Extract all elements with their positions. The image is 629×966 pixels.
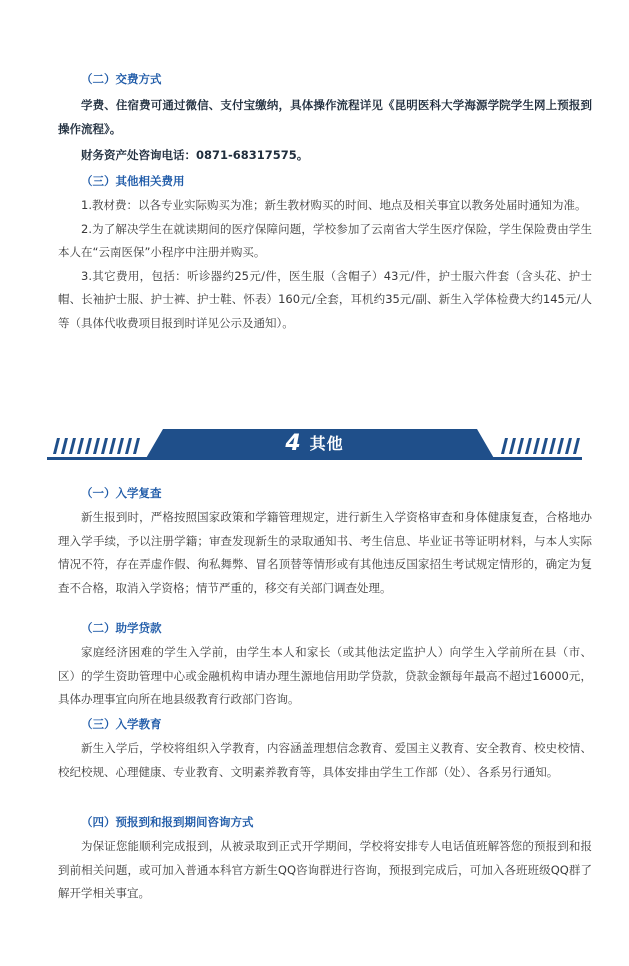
loan-section bbox=[58, 619, 592, 637]
payment-section bbox=[58, 70, 592, 88]
consult-heading: （四）预报到和报到期间咨询方式 bbox=[81, 815, 254, 829]
fee-item: 3.其它费用，包括：听诊器约25元/件，医生服（含帽子）43元/件，护士服六件套（含头花、护士帽、长袖护士服、护士裤、护士鞋、怀表）160元/全套，耳机约35元/副、新生入学体检费大约145元/人等（具体代收费项目报到时详见公示及通知）。 bbox=[58, 268, 592, 330]
consult-text: 为保证您能顺利完成报到，从被录取到正式开学期间，学校将安排专人电话值班解答您的预报到和报到前相关问题，或可加入普通本科官方新生QQ咨询群进行咨询，预报到完成后，可加入各班班级QQ群了解开学相关事宜。 bbox=[58, 839, 592, 900]
education-section bbox=[58, 715, 592, 733]
loan-body bbox=[58, 641, 592, 712]
banner-title bbox=[47, 427, 582, 461]
fee-item: 1.教材费：以各专业实际购买为准；新生教材购买的时间、地点及相关事宜以教务处届时通知为准。 bbox=[81, 198, 587, 212]
other-fees-heading: （三）其他相关费用 bbox=[81, 174, 185, 188]
payment-heading: （二）交费方式 bbox=[81, 72, 162, 86]
consult-section bbox=[58, 813, 592, 831]
payment-body bbox=[58, 94, 592, 168]
other-fees-section bbox=[58, 172, 592, 190]
education-text: 新生入学后，学校将组织入学教育，内容涵盖理想信念教育、爱国主义教育、安全教育、校史校情、校纪校规、心理健康、专业教育、文明素养教育等，具体安排由学生工作部（处）、各系另行通知。 bbox=[58, 741, 592, 779]
education-heading: （三）入学教育 bbox=[81, 717, 162, 731]
section-title: 其他 bbox=[309, 434, 344, 453]
section-banner bbox=[47, 427, 582, 461]
loan-heading: （二）助学贷款 bbox=[81, 621, 162, 635]
review-section bbox=[58, 484, 592, 502]
finance-phone: 财务资产处咨询电话：0871-68317575。 bbox=[81, 148, 309, 162]
review-text: 新生报到时，严格按照国家政策和学籍管理规定，进行新生入学资格审查和身体健康复查，合格地办理入学手续，予以注册学籍；审查发现新生的录取通知书、考生信息、毕业证书等证明材料，与本人实际情况不符，存在弄虚作假、徇私舞弊、冒名顶替等情形或有其他违反国家招生考试规定情形的，确定为复查不合格，取消入学资格；情节严重的，移交有关部门调查处理。 bbox=[58, 510, 592, 595]
payment-paragraph: 学费、住宿费可通过微信、支付宝缴纳，具体操作流程详见《昆明医科大学海源学院学生网上预报到操作流程》。 bbox=[58, 98, 592, 136]
consult-body bbox=[58, 835, 592, 906]
fee-item: 2.为了解决学生在就读期间的医疗保障问题，学校参加了云南省大学生医疗保险，学生保险费由学生本人在“云南医保”小程序中注册并购买。 bbox=[58, 221, 592, 259]
section-number: 4 bbox=[285, 431, 301, 456]
review-body bbox=[58, 506, 592, 600]
other-fees-body bbox=[58, 194, 592, 335]
review-heading: （一）入学复查 bbox=[81, 486, 162, 500]
education-body bbox=[58, 737, 592, 784]
loan-text: 家庭经济困难的学生入学前，由学生本人和家长（或其他法定监护人）向学生入学前所在县（市、区）的学生资助管理中心或金融机构申请办理生源地信用助学贷款，贷款金额每年最高不超过16000元，具体办理事宜向所在地县级教育行政部门咨询。 bbox=[58, 645, 592, 706]
